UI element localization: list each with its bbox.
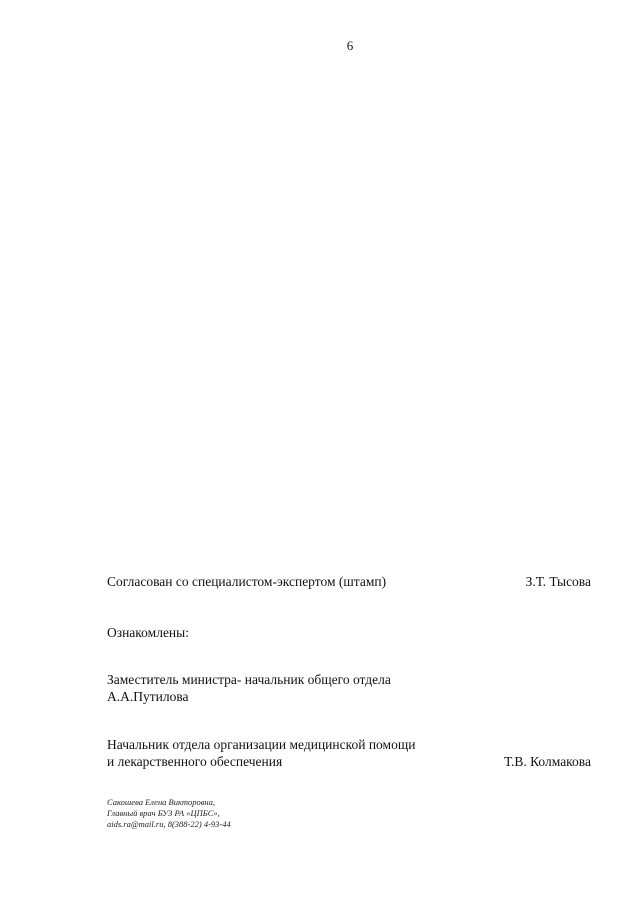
executor-author: Сакошева Елена Викторовна, [107,797,216,807]
page-number: 6 [346,38,354,53]
head-department-name: Т.В. Колмакова [504,754,591,769]
acquainted-heading: Ознакомлены: [107,625,189,640]
executor-footer [107,797,231,830]
head-department-position-line1: Начальник отдела организации медицинской помощи [107,737,416,752]
head-department-position-line2: и лекарственного обеспечения [107,754,283,769]
executor-contact: aids.ra@mail.ru, 8(388-22) 4-93-44 [107,819,231,829]
executor-position: Главный врач БУЗ РА «ЦПБС», [107,808,220,818]
deputy-position: Заместитель министра- начальник общего отдела [107,672,391,687]
deputy-name: А.А.Путилова [107,689,189,704]
approval-signatory: З.Т. Тысова [525,574,591,589]
approval-label: Согласован со специалистом-экспертом (штамп) [107,574,387,589]
